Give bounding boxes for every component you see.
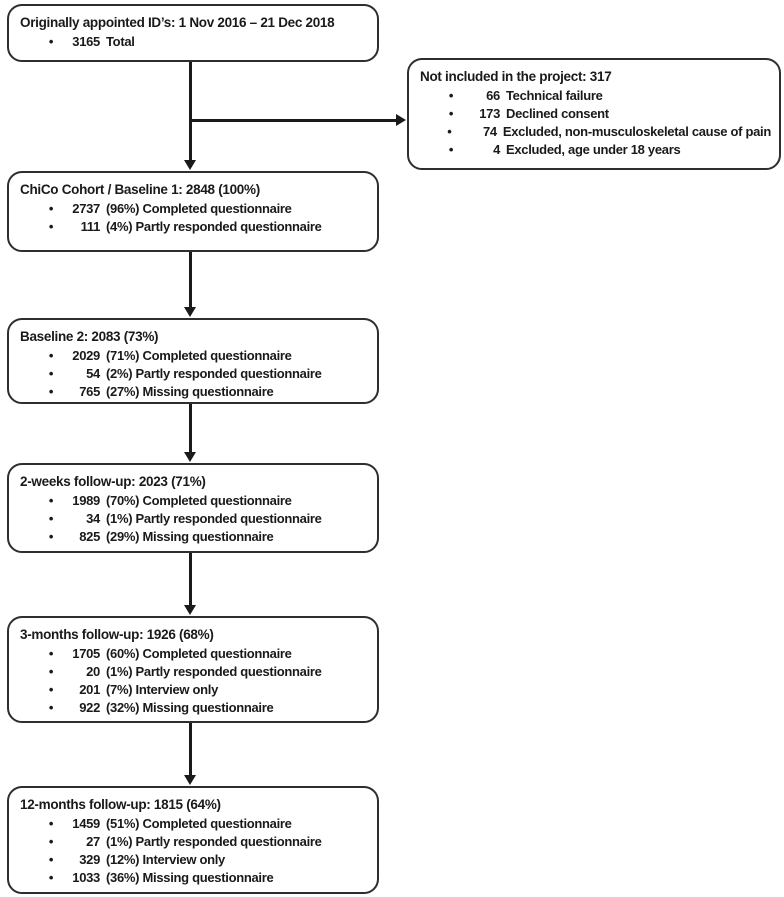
item-count: 2029 xyxy=(72,348,100,363)
arrow-baseline1-to-baseline2-head xyxy=(184,307,196,317)
item-count: 1033 xyxy=(72,870,100,885)
item-label: (36%) Missing questionnaire xyxy=(106,870,274,885)
bullet-icon xyxy=(44,33,58,51)
box-title: ChiCo Cohort / Baseline 1: 2848 (100%) xyxy=(20,182,260,197)
box-title: 3-months follow-up: 1926 (68%) xyxy=(20,627,214,642)
bullet-icon xyxy=(44,663,58,681)
item-count: 2737 xyxy=(72,201,100,216)
item-label: Excluded, non-musculoskeletal cause of pain xyxy=(502,124,771,139)
arrow-appointed-to-baseline1 xyxy=(189,62,192,160)
item-count: 4 xyxy=(493,142,500,157)
list-item xyxy=(20,218,369,236)
bullet-icon xyxy=(444,87,458,105)
item-count: 1459 xyxy=(72,816,100,831)
bullet-icon xyxy=(44,347,58,365)
item-count: 3165 xyxy=(72,34,100,49)
item-count: 27 xyxy=(86,834,100,849)
bullet-icon xyxy=(444,123,455,141)
list-item xyxy=(20,645,369,663)
item-count: 34 xyxy=(86,511,100,526)
item-label: Excluded, age under 18 years xyxy=(506,142,681,157)
item-count: 1705 xyxy=(72,646,100,661)
item-label: Total xyxy=(106,34,135,49)
item-count: 54 xyxy=(86,366,100,381)
box-title: 2-weeks follow-up: 2023 (71%) xyxy=(20,474,206,489)
item-count: 201 xyxy=(79,682,100,697)
box-2weeks-followup xyxy=(7,463,379,553)
list-item xyxy=(420,123,771,141)
arrow-2weeks-to-3months xyxy=(189,553,192,605)
box-baseline1 xyxy=(7,171,379,252)
item-label: (12%) Interview only xyxy=(106,852,225,867)
arrow-to-not-included-head xyxy=(396,114,406,126)
box-3months-followup xyxy=(7,616,379,723)
bullet-icon xyxy=(44,510,58,528)
item-label: (7%) Interview only xyxy=(106,682,219,697)
bullet-icon xyxy=(44,833,58,851)
item-label: (60%) Completed questionnaire xyxy=(106,646,292,661)
list-item xyxy=(420,141,771,159)
list-item xyxy=(20,815,369,833)
item-count: 74 xyxy=(483,124,497,139)
bullet-icon xyxy=(44,851,58,869)
bullet-icon xyxy=(44,200,58,218)
item-label: (2%) Partly responded questionnaire xyxy=(106,366,322,381)
list-item xyxy=(20,528,369,546)
box-not-included xyxy=(407,58,781,170)
box-title: Not included in the project: 317 xyxy=(420,69,612,84)
arrow-baseline1-to-baseline2 xyxy=(189,252,192,307)
list-item xyxy=(20,383,369,401)
item-count: 922 xyxy=(79,700,100,715)
list-item xyxy=(20,833,369,851)
list-item xyxy=(420,105,771,123)
list-item xyxy=(20,510,369,528)
list-item xyxy=(20,347,369,365)
bullet-icon xyxy=(44,383,58,401)
item-label: (1%) Partly responded questionnaire xyxy=(106,834,322,849)
box-title: Originally appointed ID’s: 1 Nov 2016 – 21 Dec 2018 xyxy=(20,15,335,30)
item-label: (70%) Completed questionnaire xyxy=(106,493,292,508)
item-count: 825 xyxy=(79,529,100,544)
bullet-icon xyxy=(44,218,58,236)
bullet-icon xyxy=(44,528,58,546)
item-label: (1%) Partly responded questionnaire xyxy=(106,664,322,679)
list-item xyxy=(20,851,369,869)
arrow-appointed-to-baseline1-head xyxy=(184,160,196,170)
list-item xyxy=(20,869,369,887)
item-label: (32%) Missing questionnaire xyxy=(106,700,274,715)
item-label: (4%) Partly responded questionnaire xyxy=(106,219,322,234)
list-item xyxy=(20,492,369,510)
bullet-icon xyxy=(44,869,58,887)
item-count: 765 xyxy=(79,384,100,399)
list-item xyxy=(20,33,369,51)
bullet-icon xyxy=(44,681,58,699)
list-item xyxy=(420,87,771,105)
list-item xyxy=(20,699,369,717)
arrow-baseline2-to-2weeks-head xyxy=(184,452,196,462)
box-title: Baseline 2: 2083 (73%) xyxy=(20,329,159,344)
list-item xyxy=(20,365,369,383)
arrow-to-not-included xyxy=(190,119,396,122)
box-12months-followup xyxy=(7,786,379,894)
box-baseline2 xyxy=(7,318,379,404)
item-count: 66 xyxy=(486,88,500,103)
item-count: 173 xyxy=(479,106,500,121)
list-item xyxy=(20,200,369,218)
list-item xyxy=(20,681,369,699)
bullet-icon xyxy=(44,699,58,717)
arrow-baseline2-to-2weeks xyxy=(189,404,192,452)
box-originally-appointed xyxy=(7,4,379,62)
item-count: 1989 xyxy=(72,493,100,508)
arrow-2weeks-to-3months-head xyxy=(184,605,196,615)
item-count: 111 xyxy=(80,219,100,234)
item-count: 20 xyxy=(86,664,100,679)
item-count: 329 xyxy=(79,852,100,867)
item-label: Declined consent xyxy=(506,106,609,121)
bullet-icon xyxy=(44,815,58,833)
arrow-3months-to-12months-head xyxy=(184,775,196,785)
item-label: (51%) Completed questionnaire xyxy=(106,816,292,831)
arrow-3months-to-12months xyxy=(189,723,192,775)
bullet-icon xyxy=(44,645,58,663)
list-item xyxy=(20,663,369,681)
bullet-icon xyxy=(444,105,458,123)
item-label: Technical failure xyxy=(506,88,603,103)
bullet-icon xyxy=(44,365,58,383)
item-label: (29%) Missing questionnaire xyxy=(106,529,274,544)
bullet-icon xyxy=(44,492,58,510)
item-label: (27%) Missing questionnaire xyxy=(106,384,274,399)
item-label: (96%) Completed questionnaire xyxy=(106,201,292,216)
item-label: (71%) Completed questionnaire xyxy=(106,348,292,363)
bullet-icon xyxy=(444,141,458,159)
item-label: (1%) Partly responded questionnaire xyxy=(106,511,322,526)
box-title: 12-months follow-up: 1815 (64%) xyxy=(20,797,221,812)
